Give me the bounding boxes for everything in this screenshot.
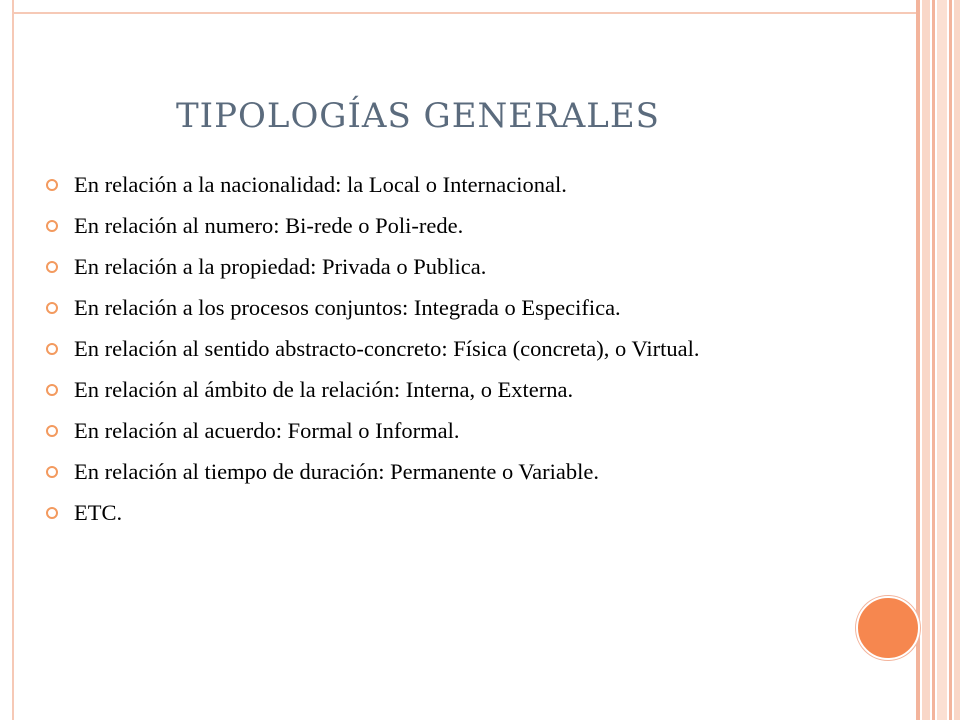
bullet-text: En relación al acuerdo: Formal o Informal. [74, 418, 460, 443]
ring-bullet-icon [46, 261, 58, 273]
right-decorative-stripes [916, 0, 960, 720]
bullet-text: En relación a los procesos conjuntos: Integrada o Especifica. [74, 295, 621, 320]
stripe [916, 0, 920, 720]
bullet-item [44, 375, 844, 405]
slide-title: TIPOLOGÍAS GENERALES [176, 96, 660, 136]
ring-bullet-icon [46, 425, 58, 437]
bullet-text: En relación al ámbito de la relación: Interna, o Externa. [74, 377, 574, 402]
stripe [937, 0, 947, 720]
bullet-text: En relación a la propiedad: Privada o Publica. [74, 254, 487, 279]
bullet-item [44, 252, 844, 282]
bullet-text: En relación a la nacionalidad: la Local o Internacional. [74, 172, 567, 197]
bullet-item [44, 334, 844, 364]
top-border-line [12, 12, 918, 14]
ring-bullet-icon [46, 179, 58, 191]
stripe [954, 0, 960, 720]
stripe [922, 0, 930, 720]
stripe [949, 0, 952, 720]
ring-bullet-icon [46, 302, 58, 314]
bullet-text: En relación al sentido abstracto-concreto: Física (concreta), o Virtual. [74, 336, 700, 361]
bullet-item [44, 293, 844, 323]
ring-bullet-icon [46, 466, 58, 478]
stripe [932, 0, 935, 720]
orange-circle-icon [856, 596, 920, 660]
ring-bullet-icon [46, 384, 58, 396]
ring-bullet-icon [46, 507, 58, 519]
bullet-text: En relación al numero: Bi-rede o Poli-rede. [74, 213, 464, 238]
bullet-item [44, 416, 844, 446]
ring-bullet-icon [46, 220, 58, 232]
bullet-item [44, 211, 844, 241]
ring-bullet-icon [46, 343, 58, 355]
bullet-item [44, 498, 844, 528]
bullet-item [44, 457, 844, 487]
left-border-line [12, 0, 14, 720]
bullet-text: En relación al tiempo de duración: Permanente o Variable. [74, 459, 600, 484]
bullet-item [44, 170, 844, 200]
bullet-list [44, 170, 844, 539]
bullet-text: ETC. [74, 500, 123, 525]
